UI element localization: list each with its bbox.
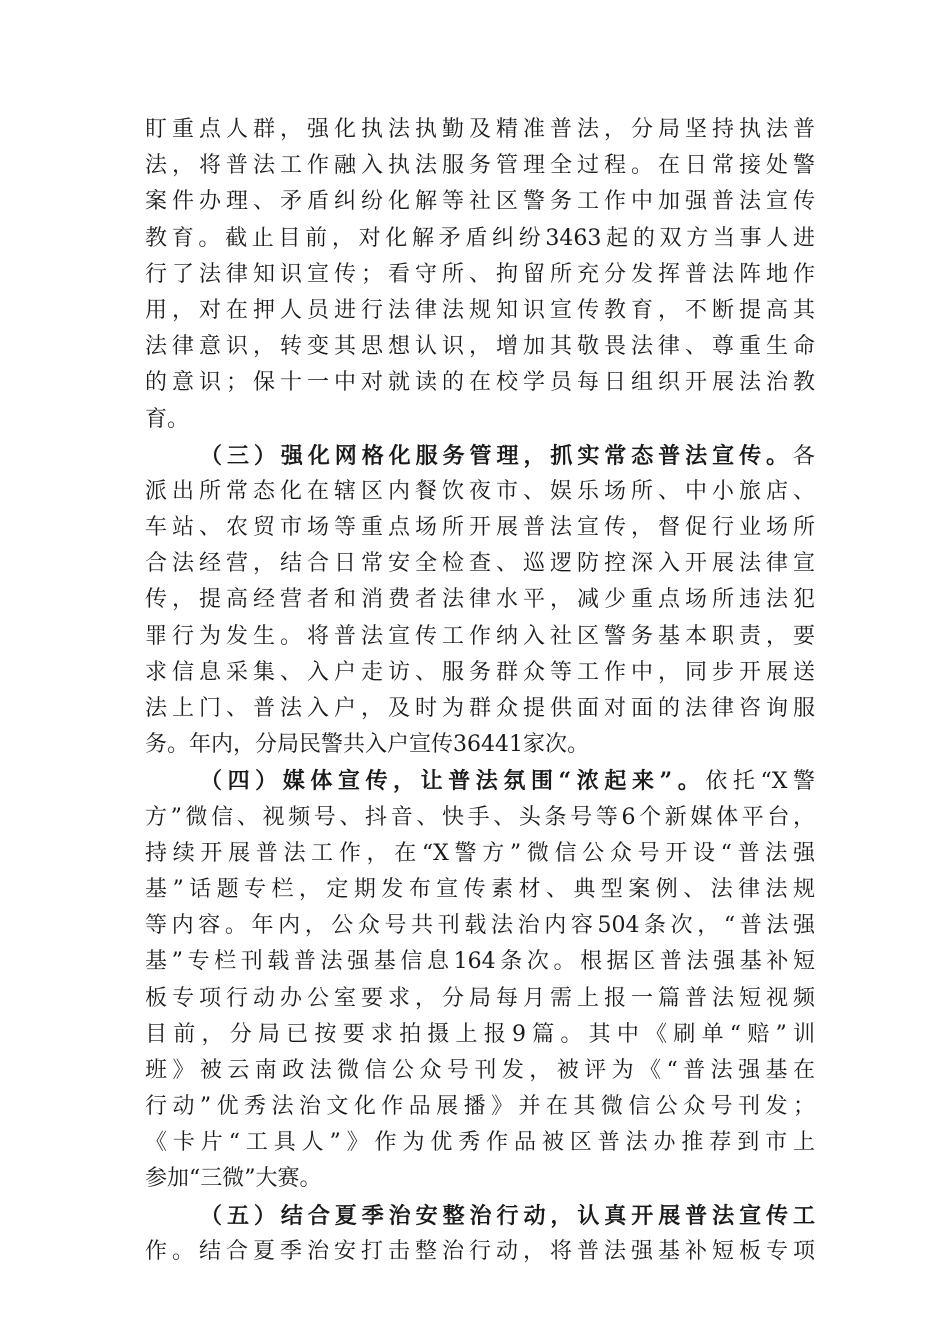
text-run: 依托“X警 bbox=[705, 769, 815, 795]
text-line: 案件办理、矛盾纠纷化解等社区警务工作中加强普法宣传 bbox=[145, 189, 815, 215]
text-line: 法上门、普法入户，及时为群众提供面对面的法律咨询服 bbox=[145, 696, 815, 721]
text-line: 育。 bbox=[145, 406, 190, 432]
text-line bbox=[145, 763, 815, 799]
text-line: 方”微信、视频号、抖音、快手、头条号等6个新媒体平台， bbox=[145, 804, 815, 830]
text-line: 行动”优秀法治文化作品展播》并在其微信公众号刊发； bbox=[145, 1094, 815, 1120]
section-heading: （三）强化网格化服务管理，抓实常态普法宣传。 bbox=[200, 442, 793, 469]
text-line: 作。结合夏季治安打击整治行动，将普法强基补短板专项 bbox=[145, 1238, 815, 1264]
text-line: 法律意识，转变其思想认识，增加其敬畏法律、尊重生命 bbox=[145, 334, 815, 360]
text-line: 教育。截止目前，对化解矛盾纠纷3463起的双方当事人进 bbox=[145, 225, 815, 251]
text-line: 盯重点人群，强化执法执勤及精准普法，分局坚持执法普 bbox=[145, 117, 815, 142]
text-run: 各 bbox=[792, 443, 815, 469]
text-line: 等内容。年内，公众号共刊载法治内容504条次，“普法强 bbox=[145, 913, 815, 939]
text-line: 行了法律知识宣传；看守所、拘留所充分发挥普法阵地作 bbox=[145, 261, 815, 287]
text-line: 的意识；保十一中对就读的在校学员每日组织开展法治教 bbox=[145, 370, 815, 396]
text-line: 板专项行动办公室要求，分局每月需上报一篇普法短视频 bbox=[145, 985, 815, 1011]
document-body bbox=[145, 112, 815, 1270]
section-heading: （四）媒体宣传，让普法氛围“浓起来”。 bbox=[200, 768, 706, 795]
text-line: 基”专栏刊载普法强基信息164条次。根据区普法强基补短 bbox=[145, 949, 815, 975]
text-line: 班》被云南政法微信公众号刊发，被评为《“普法强基在 bbox=[145, 1057, 815, 1083]
text-line: 合法经营，结合日常安全检查、巡逻防控深入开展法律宣 bbox=[145, 551, 815, 577]
section-heading: （五）结合夏季治安整治行动，认真开展普法宣传工 bbox=[200, 1202, 815, 1229]
text-line: 基”话题专栏，定期发布宣传素材、典型案例、法律法规 bbox=[145, 876, 815, 902]
paragraph-4 bbox=[145, 1198, 815, 1270]
text-line: 罪行为发生。将普法宣传工作纳入社区警务基本职责，要 bbox=[145, 623, 815, 649]
text-line: 目前，分局已按要求拍摄上报9篇。其中《刷单“赔”训 bbox=[145, 1021, 815, 1047]
text-line: 传，提高经营者和消费者法律水平，减少重点场所违法犯 bbox=[145, 587, 815, 613]
text-line: 用，对在押人员进行法律法规知识宣传教育，不断提高其 bbox=[145, 297, 815, 323]
text-line: 法，将普法工作融入执法服务管理全过程。在日常接处警 bbox=[145, 153, 815, 179]
text-line: 持续开展普法工作，在“X警方”微信公众号开设“普法强 bbox=[145, 840, 815, 866]
text-line: 派出所常态化在辖区内餐饮夜市、娱乐场所、中小旅店、 bbox=[145, 478, 815, 504]
paragraph-3 bbox=[145, 763, 815, 1197]
text-line bbox=[145, 438, 815, 474]
text-line: 求信息采集、入户走访、服务群众等工作中，同步开展送 bbox=[145, 659, 815, 685]
text-line: 车站、农贸市场等重点场所开展普法宣传，督促行业场所 bbox=[145, 515, 815, 541]
text-line: 《卡片“工具人”》作为优秀作品被区普法办推荐到市上 bbox=[145, 1130, 815, 1156]
paragraph-1 bbox=[145, 112, 815, 438]
text-line: 参加“三微”大赛。 bbox=[145, 1166, 322, 1192]
text-line: 务。年内，分局民警共入户宣传36441家次。 bbox=[145, 732, 589, 758]
text-line bbox=[145, 1198, 815, 1234]
paragraph-2 bbox=[145, 438, 815, 764]
